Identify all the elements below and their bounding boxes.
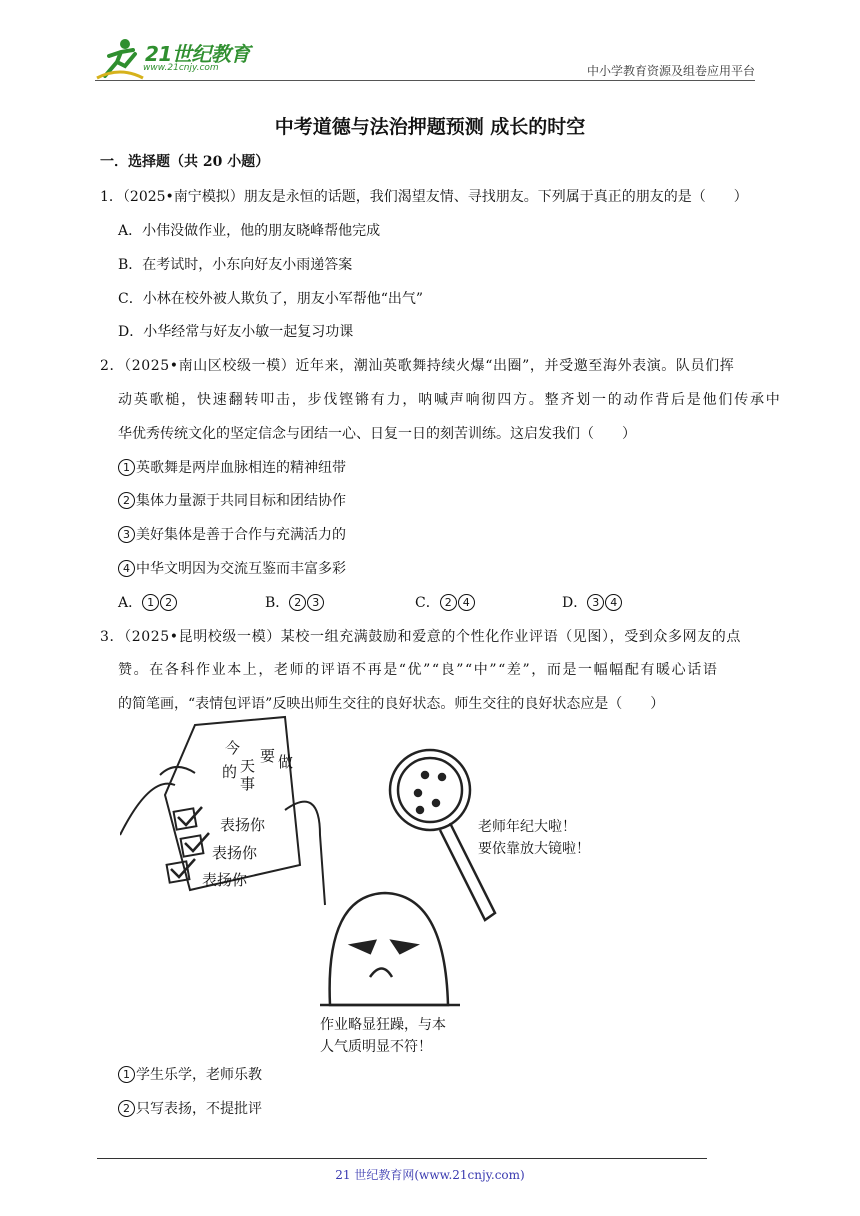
paper-char: 事 [240,775,256,793]
statement-text: 只写表扬，不提批评 [136,1101,262,1117]
statement-text: 英歌舞是两岸血脉相连的精神纽带 [136,460,346,476]
circled-number: 4 [118,560,135,577]
header-divider [95,80,755,81]
paper-char: 要 [260,747,276,765]
q2-stem-line: 2．（2025•南山区校级一模）近年来，潮汕英歌舞持续火爆“出圈”，并受邀至海外表演。队员们挥 [100,358,735,374]
circled-number: 2 [118,1100,135,1117]
circled-number: 2 [118,492,135,509]
emoji-comment-figure [120,715,600,1055]
logo-url: www.21cnjy.com [143,63,219,73]
q1-option-c: C．小林在校外被人欺负了，朋友小军帮他“出气” [118,291,424,307]
paper-char: 天 [240,757,256,775]
q1-option-a: A．小伟没做作业，他的朋友晓峰帮他完成 [118,223,381,239]
q2-statement [118,490,346,510]
q2-statement [118,558,346,578]
platform-name: 中小学教育资源及组卷应用平台 [586,64,755,78]
q2-stem-line: 动英歌槌，快速翻转叩击，步伐铿锵有力，呐喊声响彻四方。整齐划一的动作背后是他们传承中 [118,392,782,408]
page-title: 中考道德与法治押题预测 成长的时空 [274,116,586,138]
paper-char: 今 [225,739,241,757]
choice-label: A． [118,595,143,611]
q2-choice-b [265,592,325,612]
praise-text: 表扬你 [220,816,266,834]
praise-text: 表扬你 [212,844,258,862]
q3-statement [118,1064,262,1084]
praise-text: 表扬你 [202,871,248,889]
q3-stem-line: 赞。在各科作业本上，老师的评语不再是“优”“良”“中”“差”，而是一幅幅配有暖心话语 [118,662,719,678]
circled-number: 1 [142,594,159,611]
q3-statement [118,1098,262,1118]
q2-statement [118,524,346,544]
q1-stem: 1．（2025•南宁模拟）朋友是永恒的话题，我们渴望友情、寻找朋友。下列属于真正的朋友的是（ ） [100,189,748,205]
q2-statement [118,457,346,477]
egg-caption: 作业略显狂躁，与本 [320,1017,446,1033]
circled-number: 4 [458,594,475,611]
circled-number: 1 [118,459,135,476]
egg-caption: 人气质明显不符！ [320,1039,432,1055]
logo-text: 21世纪教育 [145,42,250,66]
choice-label: B． [265,595,290,611]
circled-number: 4 [605,594,622,611]
q1-option-d: D．小华经常与好友小敏一起复习功课 [118,324,354,340]
magnifier-drawing [390,750,495,920]
circled-number: 3 [118,526,135,543]
page-header [95,36,755,80]
magnifier-caption: 要依靠放大镜啦！ [478,841,590,857]
circled-number: 1 [118,1066,135,1083]
q1-option-b: B．在考试时，小东向好友小雨递答案 [118,257,353,273]
footer-divider [97,1158,707,1159]
section-heading: 一．选择题（共 20 小题） [100,154,270,170]
circled-number: 3 [307,594,324,611]
site-logo [95,36,265,80]
paper-char: 做 [278,753,294,771]
footer-text: 21 世纪教育网(www.21cnjy.com) [335,1168,525,1182]
q3-stem-line: 的简笔画，“表情包评语”反映出师生交往的良好状态。师生交往的良好状态应是（ ） [118,696,665,712]
circled-number: 3 [587,594,604,611]
statement-text: 中华文明因为交流互鉴而丰富多彩 [136,561,346,577]
egg-face-drawing [320,893,460,1005]
statement-text: 美好集体是善于合作与充满活力的 [136,527,346,543]
statement-text: 集体力量源于共同目标和团结协作 [136,493,346,509]
statement-text: 学生乐学，老师乐教 [136,1067,262,1083]
magnifier-caption: 老师年纪大啦！ [478,819,576,835]
q2-choice-d [562,592,623,612]
q3-stem-line: 3．（2025•昆明校级一模）某校一组充满鼓励和爱意的个性化作业评语（见图），受到众多网友的点 [100,629,741,645]
paper-char: 的 [222,763,238,781]
circled-number: 2 [440,594,457,611]
choice-label: C． [415,595,440,611]
choice-label: D． [562,595,588,611]
circled-number: 2 [289,594,306,611]
runner-logo-icon [95,36,145,80]
circled-number: 2 [160,594,177,611]
q2-choice-c [415,592,476,612]
q2-choice-a [118,592,178,612]
q2-stem-line: 华优秀传统文化的坚定信念与团结一心、日复一日的刻苦训练。这启发我们（ ） [118,426,636,442]
